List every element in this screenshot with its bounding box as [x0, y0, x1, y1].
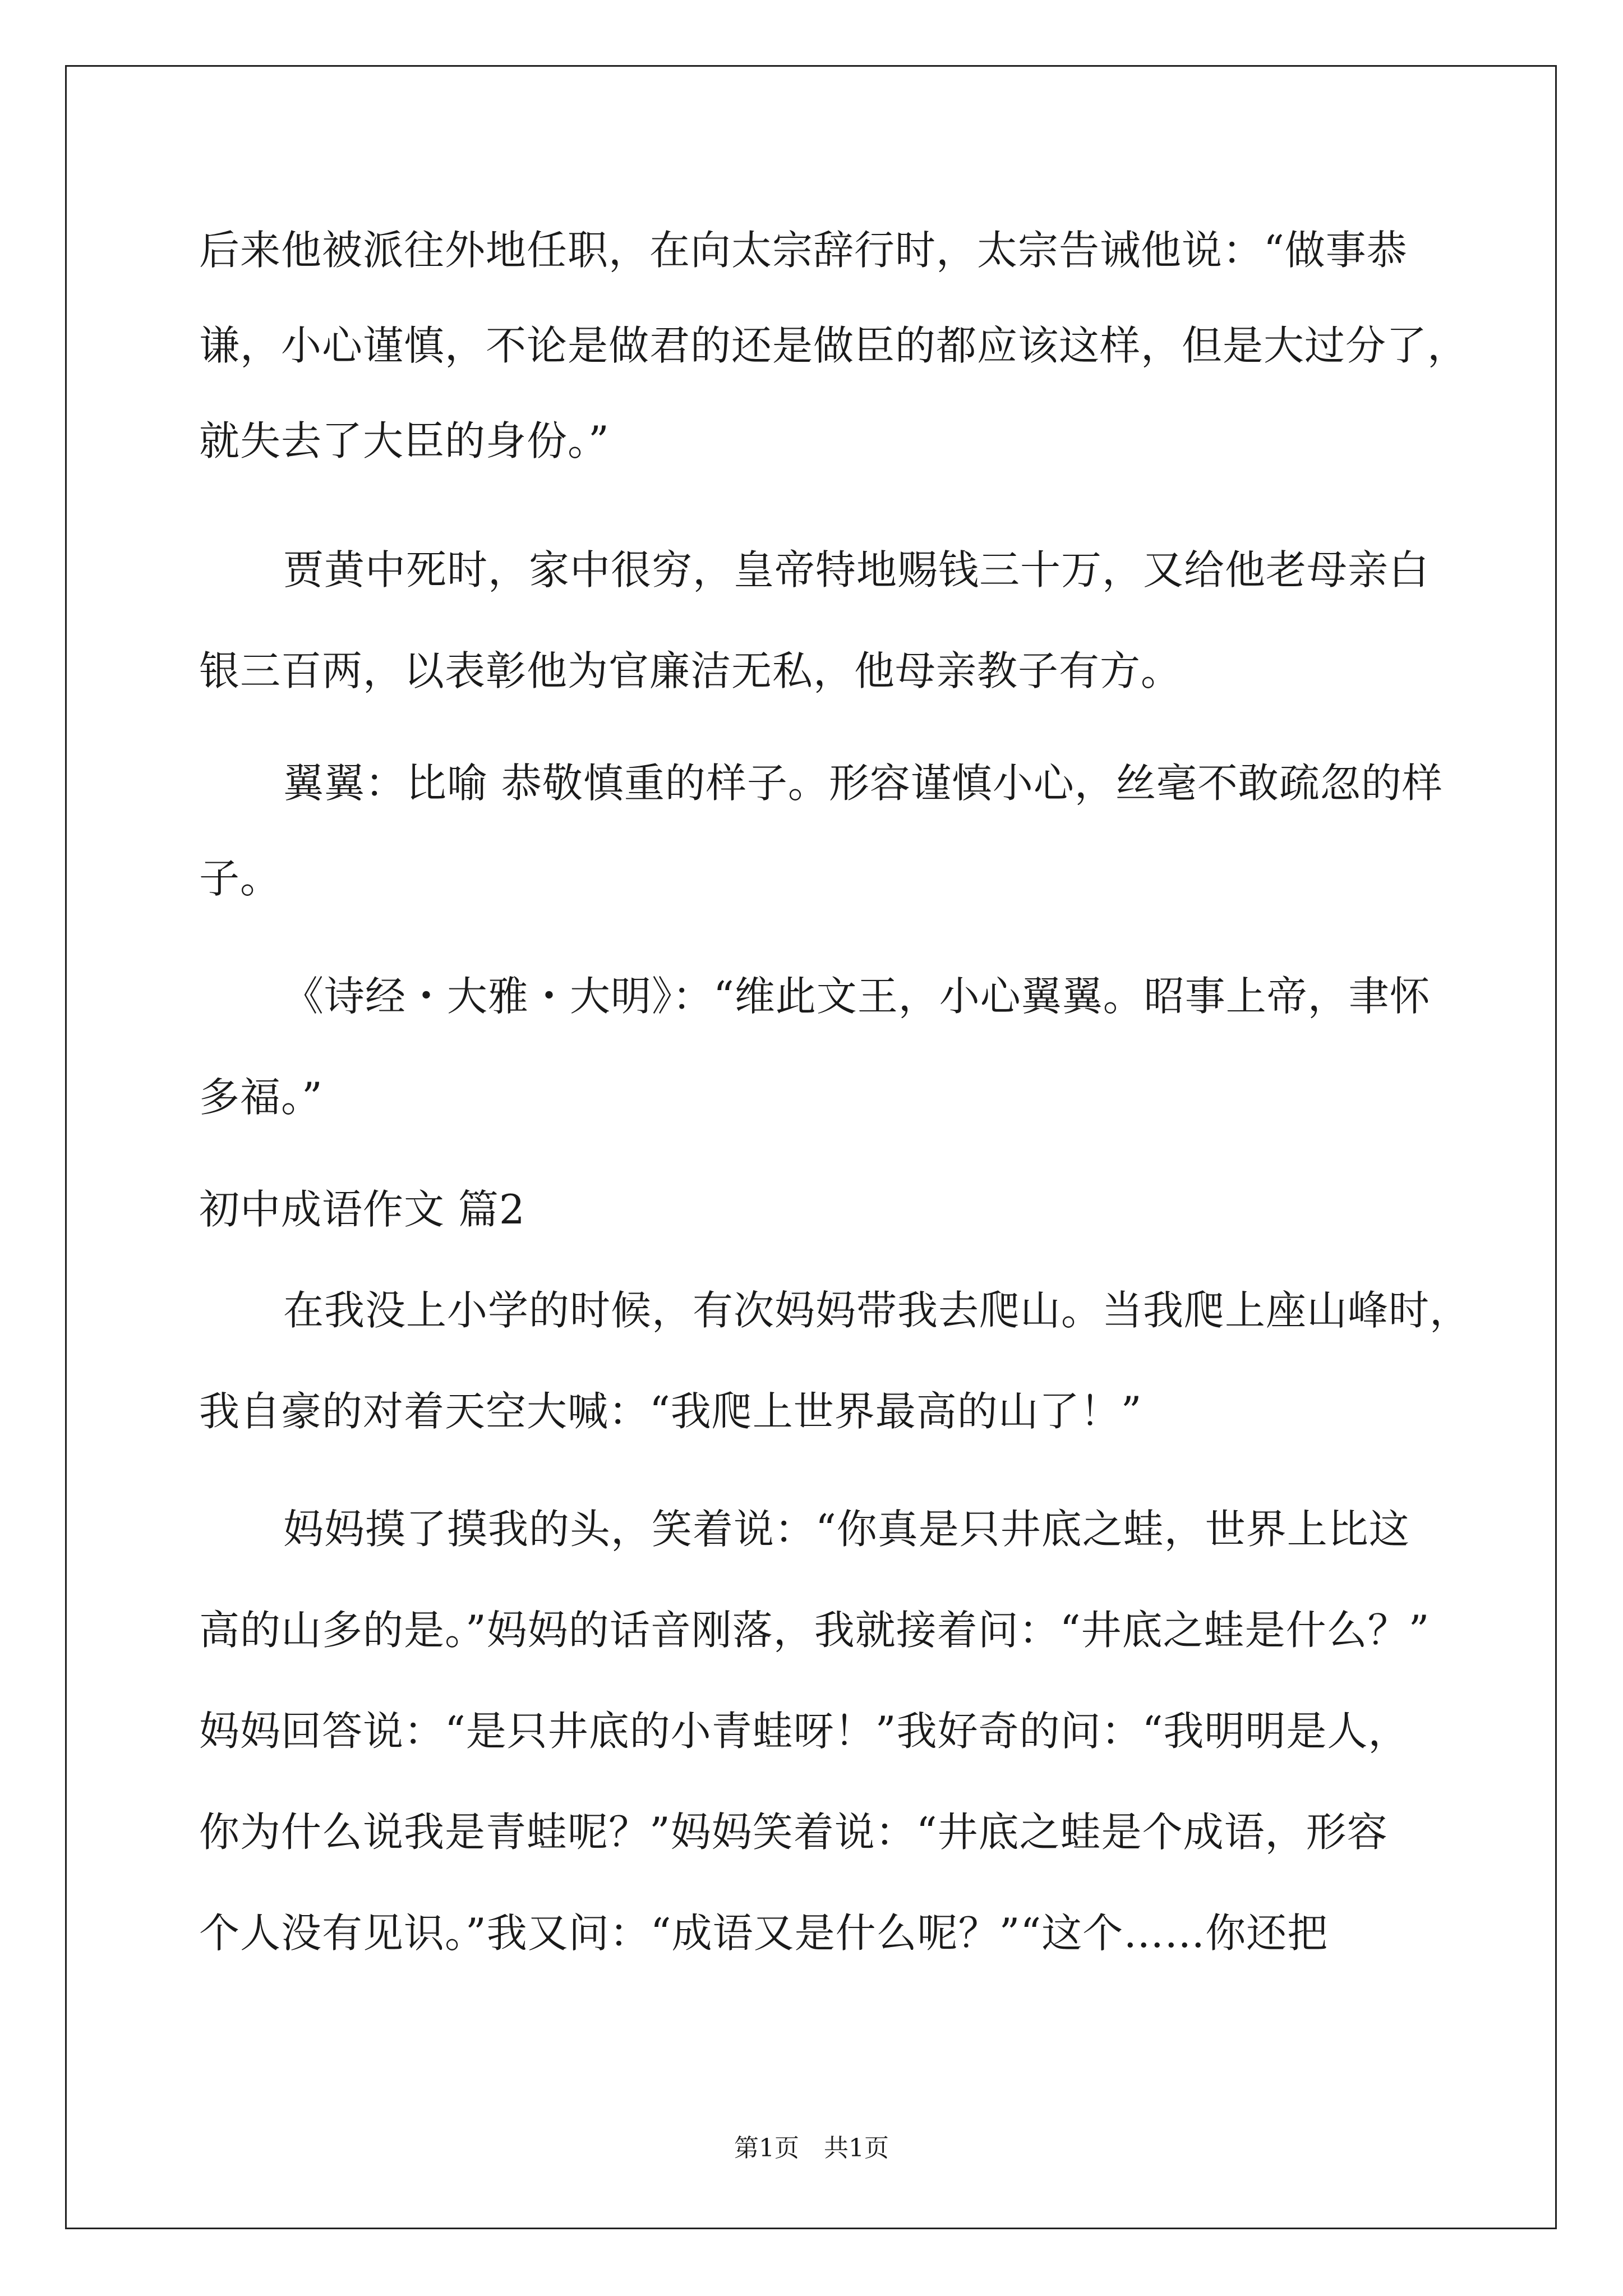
text-line: 谦，小心谨慎，不论是做君的还是做臣的都应该这样，但是大过分了，	[199, 322, 1469, 369]
text-line: 翼翼：比喻 恭敬慎重的样子。形容谨慎小心，丝毫不敢疏忽的样	[283, 760, 1443, 807]
text-line: 银三百两，以表彰他为官廉洁无私，他母亲教子有方。	[199, 647, 1182, 694]
text-line: 高的山多的是。”妈妈的话音刚落，我就接着问：“井底之蛙是什么？”	[199, 1607, 1430, 1654]
text-line: 贾黄中死时，家中很穷，皇帝特地赐钱三十万，又给他老母亲白	[283, 546, 1430, 593]
text-line: 妈妈回答说：“是只井底的小青蛙呀！”我好奇的问：“我明明是人，	[199, 1708, 1409, 1755]
text-line: 就失去了大臣的身份。”	[199, 417, 610, 464]
text-line: 我自豪的对着天空大喊：“我爬上世界最高的山了！”	[199, 1388, 1142, 1435]
text-line: 在我没上小学的时候，有次妈妈带我去爬山。当我爬上座山峰时，	[283, 1287, 1471, 1334]
text-line: 后来他被派往外地任职，在向太宗辞行时，太宗告诫他说：“做事恭	[199, 227, 1408, 274]
text-line: 妈妈摸了摸我的头，笑着说：“你真是只井底之蛙，世界上比这	[283, 1506, 1410, 1553]
text-line: 个人没有见识。”我又问：“成语又是什么呢？”“这个……你还把	[199, 1910, 1329, 1957]
page-number-footer: 第1页 共1页	[734, 2134, 889, 2162]
text-line: 多福。”	[199, 1074, 323, 1121]
text-line: 《诗经・大雅・大明》：“维此文王，小心翼翼。昭事上帝，聿怀	[283, 973, 1431, 1020]
text-line: 子。	[199, 855, 282, 902]
section-heading: 初中成语作文 篇2	[199, 1186, 525, 1233]
text-line: 你为什么说我是青蛙呢？”妈妈笑着说：“井底之蛙是个成语，形容	[199, 1809, 1388, 1856]
